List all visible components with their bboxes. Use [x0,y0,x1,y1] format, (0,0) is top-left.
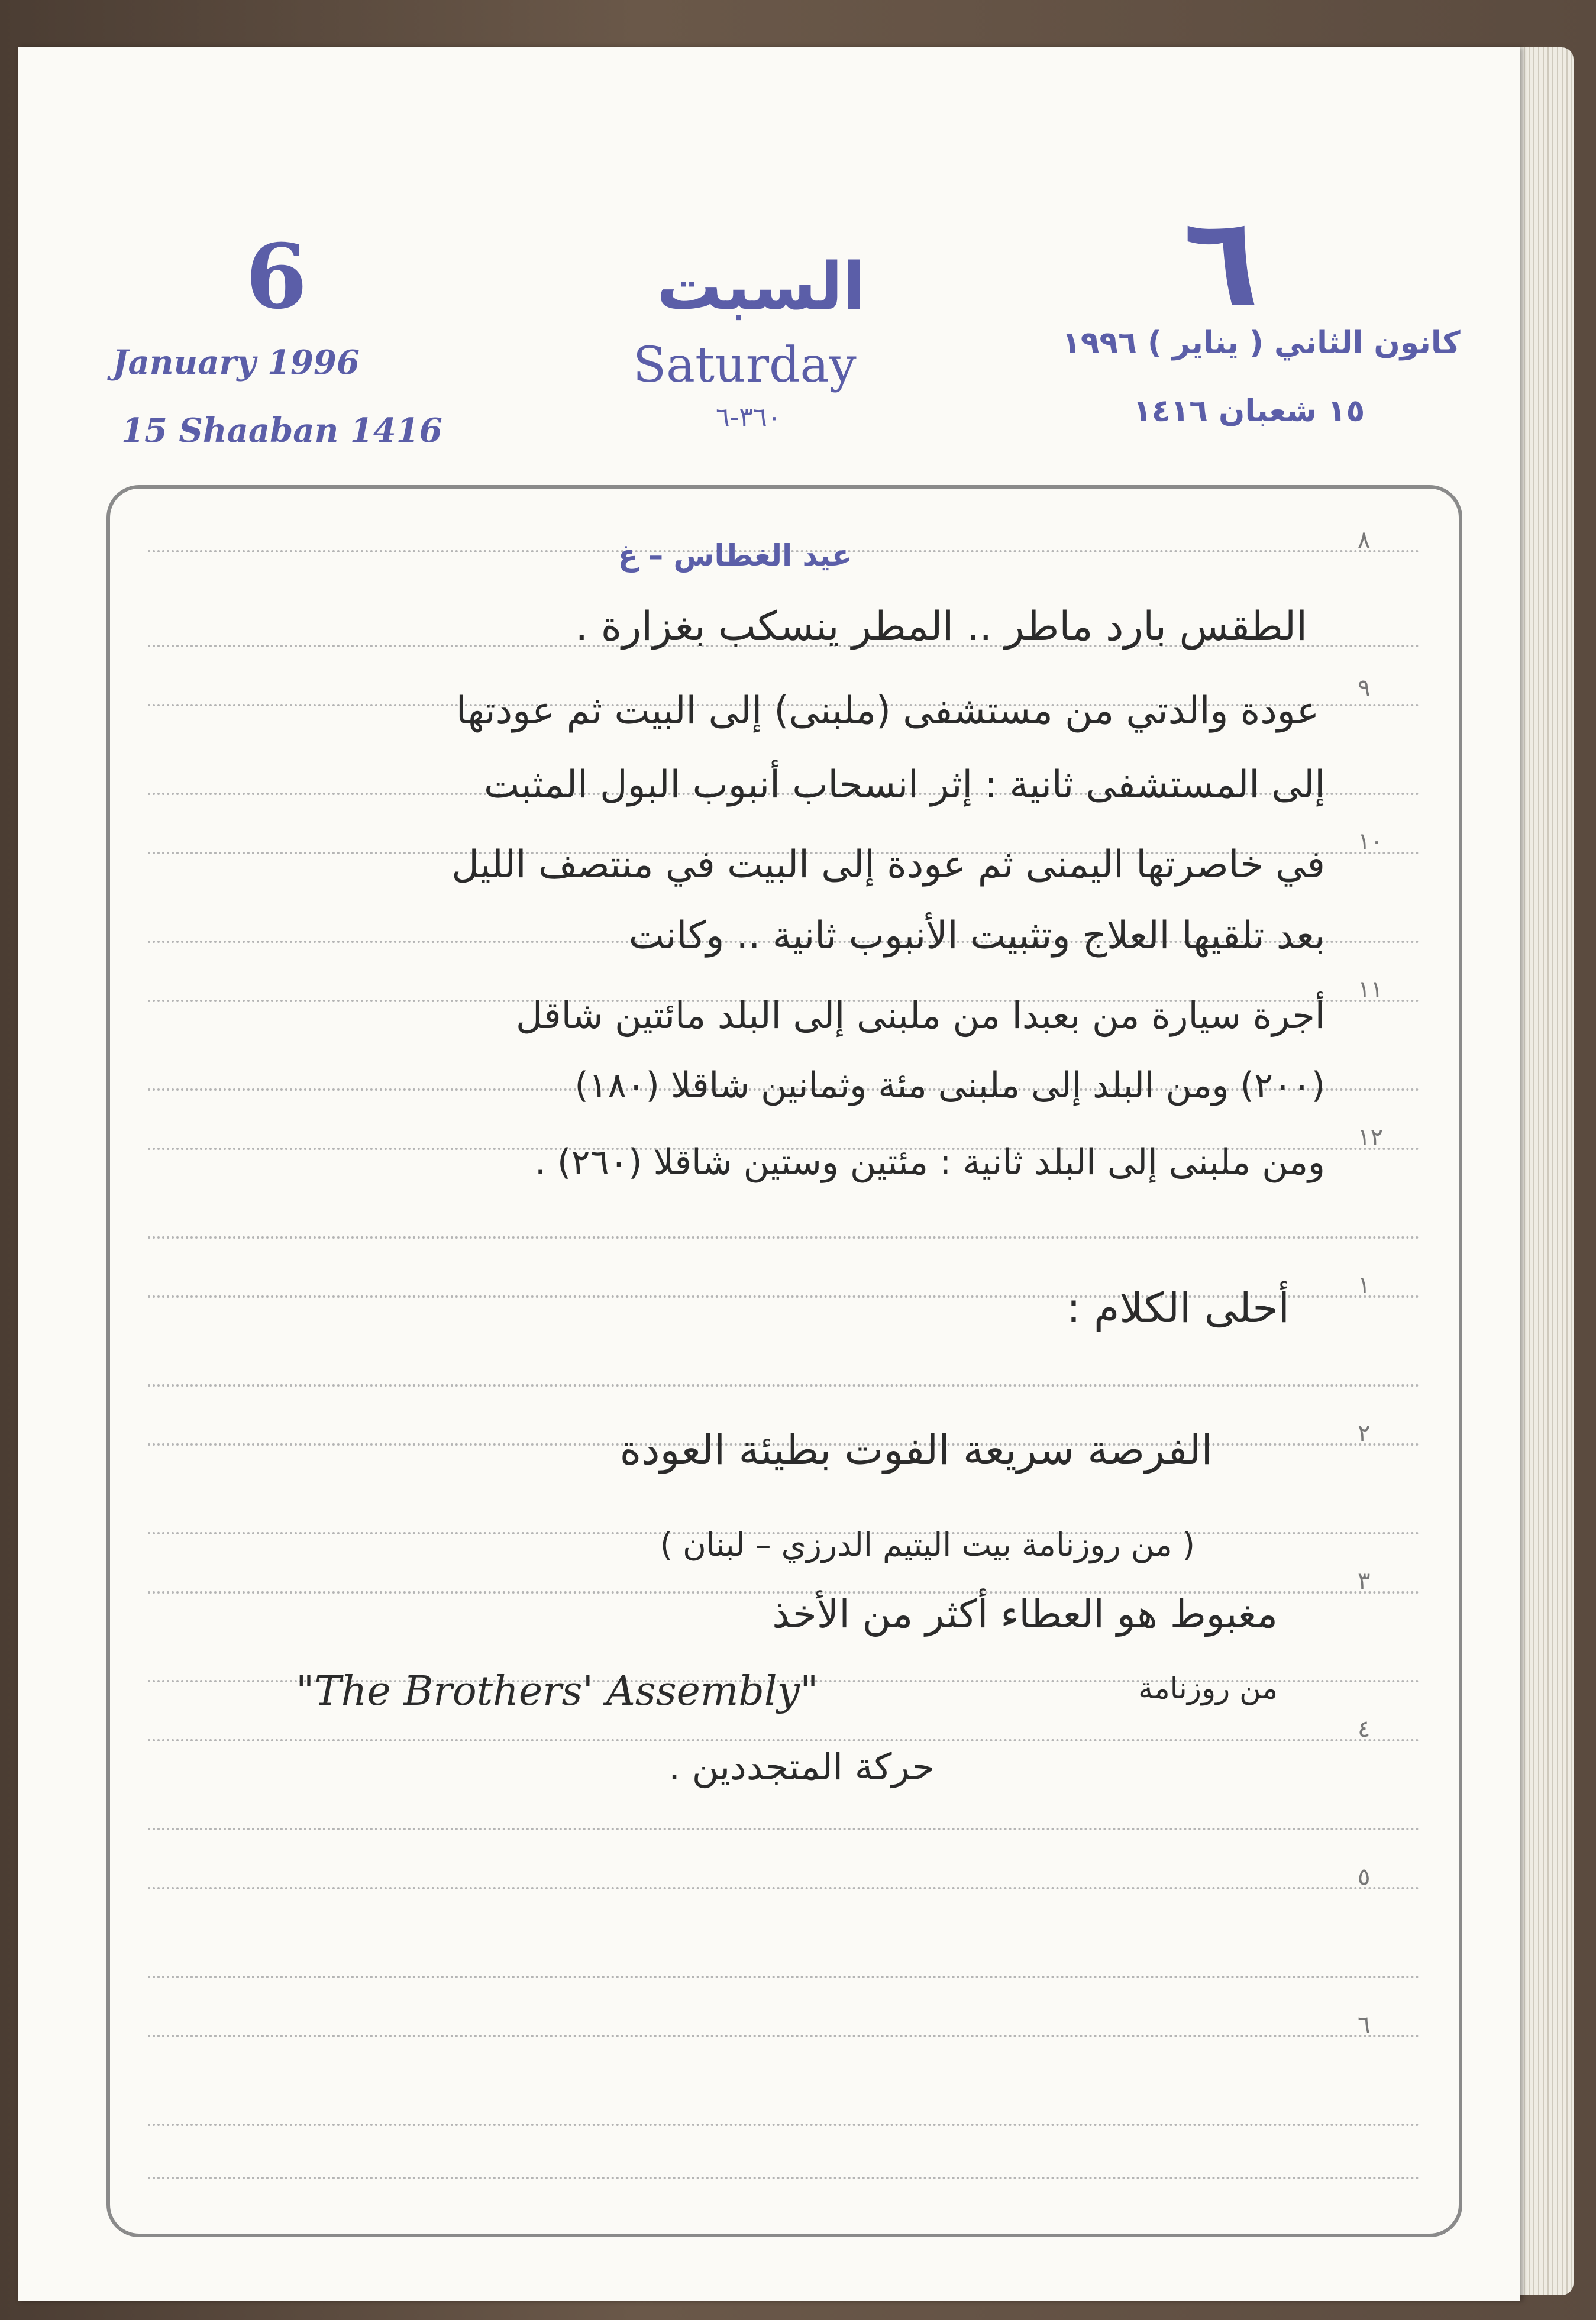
note-line: عودة والدتي من مستشفى (ملبنى) إلى البيت ثم عودتها [455,689,1319,733]
ruled-line [148,1236,1420,1239]
hour-marker: ٣ [1358,1568,1371,1595]
holiday-stamp: عيد الغطاس – غ [618,538,852,573]
hour-marker: ٥ [1358,1863,1371,1891]
note-line: في خاصرتها اليمنى ثم عودة إلى البيت في منتصف الليل [451,843,1325,887]
note-line: إلى المستشفى ثانية : إثر انسحاب أنبوب البول المثبت [484,763,1325,807]
day-of-year-code: ٣٦٠-٦ [716,402,781,432]
hour-marker: ١١ [1358,976,1383,1003]
ruled-line [148,1739,1420,1741]
day-number-arabic: ٦ [1183,189,1259,334]
hour-marker: ٦ [1358,2011,1371,2038]
ruled-line [148,2035,1420,2037]
hour-marker: ٩ [1358,674,1371,702]
diary-page [18,47,1520,2301]
note-line: بعد تلقيها العلاج وتثبيت الأنبوب ثانية .. وكانت [628,914,1325,958]
hour-marker: ١ [1358,1272,1371,1299]
gregorian-date-arabic: كانون الثاني ( يناير ) ١٩٩٦ [1062,325,1461,361]
note-source: حركة المتجددين . [668,1745,935,1788]
notes-area [106,485,1462,2237]
note-source: ( من روزنامة بيت اليتيم الدرزي – لبنان ) [660,1526,1195,1563]
ruled-line [148,1828,1420,1830]
note-heading: أحلى الكلام : [1067,1284,1290,1332]
ruled-line [148,2124,1420,2126]
note-quote: مغبوط هو العطاء أكثر من الأخذ [772,1591,1278,1637]
note-quote: الفرصة سريعة الفوت بطيئة العودة [619,1426,1213,1474]
hijri-date-arabic: ١٥ شعبان ١٤١٦ [1133,393,1365,429]
note-source-english: "The Brothers' Assembly" [296,1668,819,1715]
day-name-arabic: السبت [657,248,865,324]
hour-marker: ٢ [1358,1420,1371,1447]
ruled-line [148,1976,1420,1978]
ruled-line [148,1384,1420,1387]
hour-marker: ١٠ [1358,828,1383,855]
hour-marker: ٤ [1358,1715,1371,1743]
day-name-english: Saturday [633,337,857,393]
ruled-line [148,1887,1420,1889]
hour-marker: ٨ [1358,526,1371,554]
hour-marker: ١٢ [1358,1124,1383,1151]
hijri-date-english: 15 Shaaban 1416 [121,411,442,450]
note-line: الطقس بارد ماطر .. المطر ينسكب بغزارة . [575,603,1307,650]
note-source: من روزنامة [1138,1671,1278,1705]
note-line: ومن ملبنى إلى البلد ثانية : مئتين وستين شاقلا (٢٦٠) . [534,1142,1325,1183]
gregorian-date-english: January 1996 [112,343,360,382]
note-line: أجرة سيارة من بعبدا من ملبنى إلى البلد مائتين شاقل [516,994,1325,1037]
day-number-english: 6 [245,225,308,329]
ruled-line [148,2177,1420,2179]
note-line: (٢٠٠) ومن البلد إلى ملبنى مئة وثمانين شاقلا (١٨٠) [574,1065,1325,1106]
